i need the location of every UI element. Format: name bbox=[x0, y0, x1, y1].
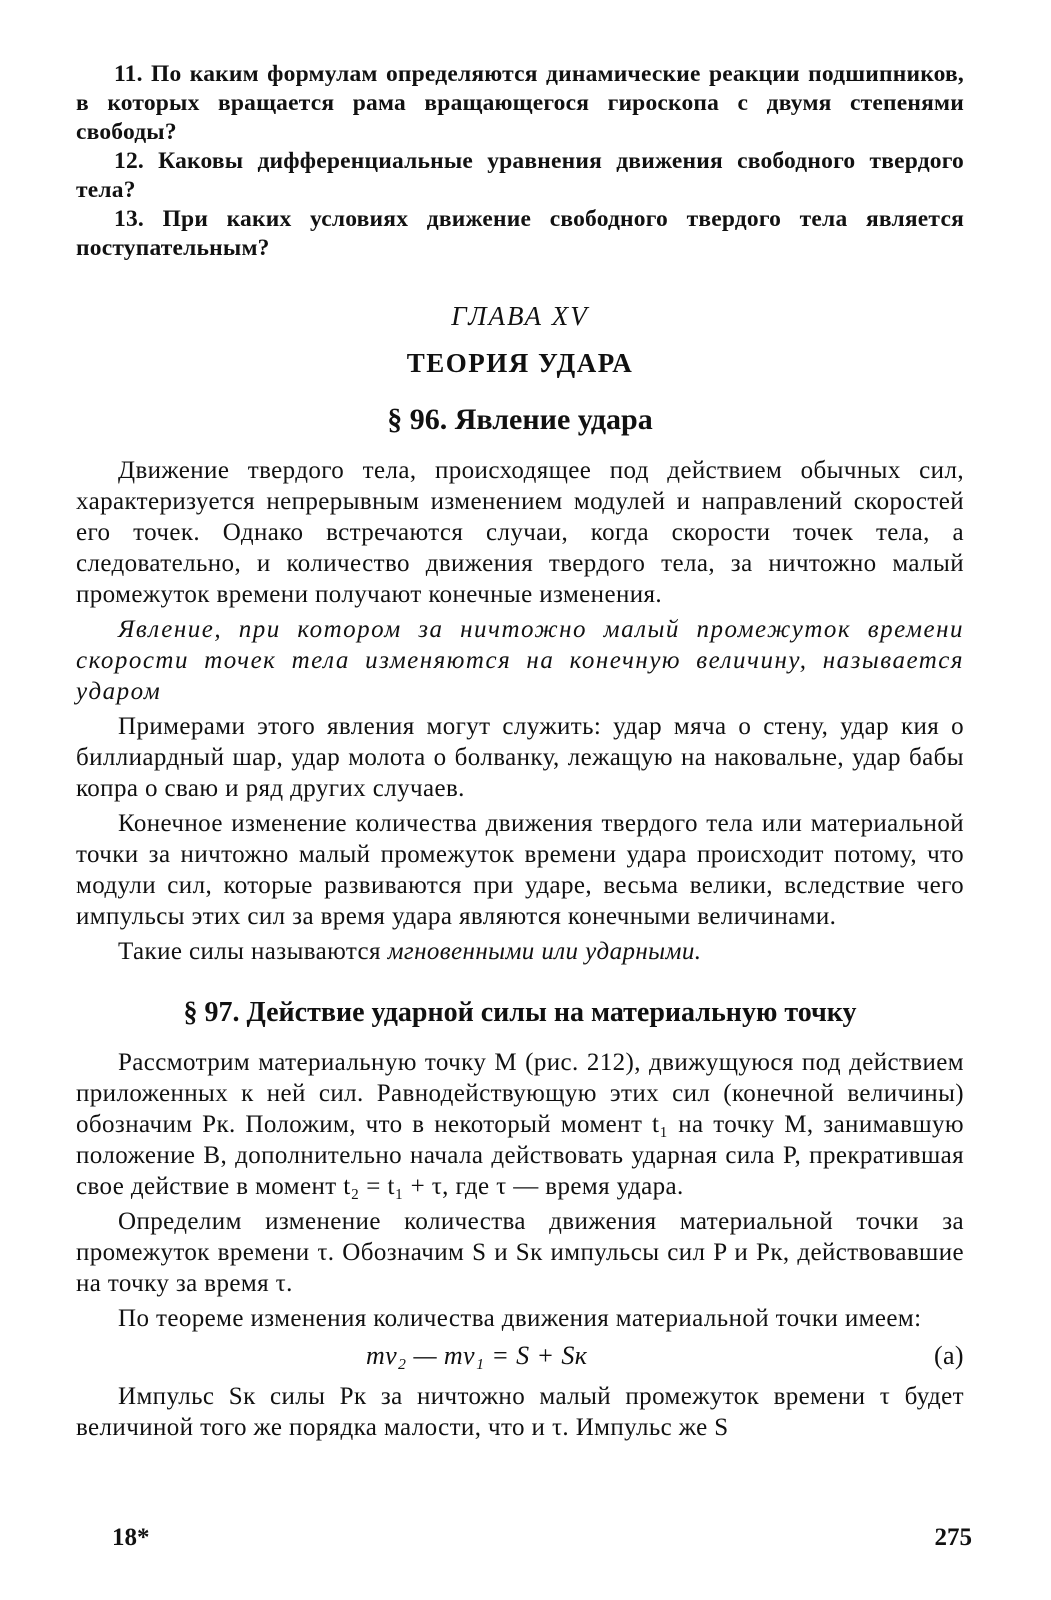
section-97-paragraph-1: Рассмотрим материальную точку M (рис. 212), движущуюся под действием приложенных к ней сил. Равнодействующую этих сил (конечной величины) обозначим Pк. Положим, что в некоторый момент t₁ на точку M, занимавшую положение B, дополнительно начала действовать ударная сила P, прекратившая свое действие в момент t₂ = t₁ + τ, где τ — время удара. bbox=[76, 1049, 964, 1200]
page-number: 275 bbox=[934, 1524, 972, 1551]
chapter-title: ТЕОРИЯ УДАРА bbox=[406, 348, 634, 378]
section-97-paragraph-2: Определим изменение количества движения материальной точки за промежуток времени τ. Обозначим S и Sк импульсы сил P и Pк, действовавшие на точку за время τ. bbox=[76, 1208, 964, 1297]
question-12: 12. Каковы дифференциальные уравнения движения свободного твердого тела? bbox=[76, 148, 964, 203]
section-96-paragraph-4 bbox=[76, 936, 964, 967]
section-97-body bbox=[76, 1047, 964, 1443]
signature-mark: 18* bbox=[112, 1524, 150, 1551]
section-96-paragraph-3: Конечное изменение количества движения твердого тела или материальной точки за ничтожно малый промежуток времени удара происходит потому, что модули сил, которые развиваются при ударе, весьма велики, вследствие чего импульсы этих сил за время удара являются конечными величинами. bbox=[76, 810, 964, 930]
impulsive-forces-term: мгновенными или ударными. bbox=[387, 938, 702, 965]
chapter-label: ГЛАВА XV bbox=[451, 301, 589, 331]
question-13: 13. При каких условиях движение свободного твердого тела является поступательным? bbox=[76, 206, 964, 261]
section-96-heading: § 96. Явление удара bbox=[387, 403, 653, 436]
review-questions bbox=[76, 60, 964, 263]
page-content bbox=[76, 60, 964, 1447]
equation-a bbox=[76, 1340, 964, 1371]
page-footer bbox=[112, 1524, 972, 1552]
section-97-paragraph-3: По теореме изменения количества движения материальной точки имеем: bbox=[118, 1305, 922, 1332]
question-11: 11. По каким формулам определяются динамические реакции подшипников, в которых вращается рама вращающегося гироскопа с двумя степенями свободы? bbox=[76, 61, 964, 145]
impulsive-forces-prefix: Такие силы называются bbox=[118, 938, 388, 965]
equation-expression: mv₂ — mv₁ = S + Sк bbox=[366, 1341, 588, 1370]
equation-tag: (a) bbox=[933, 1341, 964, 1370]
section-97-paragraph-4: Импульс Sк силы Pк за ничтожно малый промежуток времени τ будет величиной того же порядка малости, что и τ. Импульс же S bbox=[76, 1383, 964, 1441]
impact-definition: Явление, при котором за ничтожно малый промежуток времени скорости точек тела изменяются на конечную величину, называется ударом bbox=[76, 616, 964, 705]
section-96-paragraph-2: Примерами этого явления могут служить: удар мяча о стену, удар кия о биллиардный шар, удар молота о болванку, лежащую на наковальне, удар бабы копра о сваю и ряд других случаев. bbox=[76, 713, 964, 802]
section-96-body bbox=[76, 455, 964, 967]
section-97-heading: § 97. Действие ударной силы на материальную точку bbox=[183, 997, 857, 1028]
section-96-paragraph-1: Движение твердого тела, происходящее под действием обычных сил, характеризуется непрерывным изменением модулей и направлений скоростей его точек. Однако встречаются случаи, когда скорости точек тела, а следовательно, и количество движения твердого тела, за ничтожно малый промежуток времени получают конечные изменения. bbox=[76, 457, 964, 608]
